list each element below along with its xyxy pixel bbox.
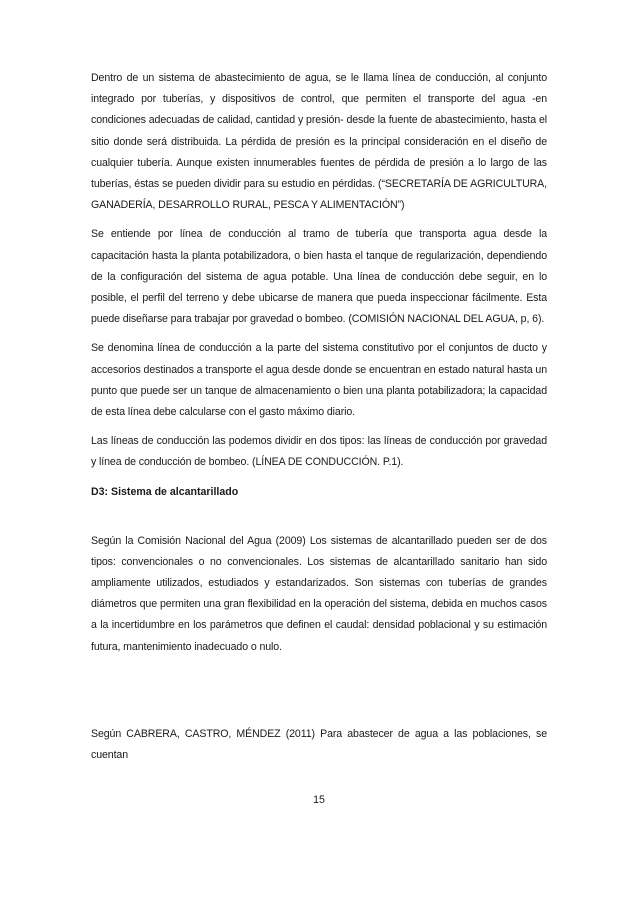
document-body [91, 68, 547, 774]
spacer [91, 666, 547, 724]
paragraph-tramo-tuberia: Se entiende por línea de conducción al tramo de tubería que transporta agua desde la capacitación hasta la planta potabilizadora, o bien hasta el tanque de regularización, dependiendo de la configuración del sistema de agua potable. Una línea de conducción debe seguir, en lo posible, el perfil del terreno y debe ubicarse de manera que pueda inspeccionar fácilmente. Esta puede diseñarse para trabajar por gravedad o bombeo. (COMISIÓN NACIONAL DEL AGUA, p, 6). [91, 228, 547, 326]
paragraph-linea-conduccion-definicion: Dentro de un sistema de abastecimiento de agua, se le llama línea de conducción, al conjunto integrado por tuberías, y dispositivos de control, que permiten el transporte del agua -en condiciones adecuadas de calidad, cantidad y presión- desde la fuente de abastecimiento, hasta el sitio donde será distribuida. La pérdida de presión es la principal consideración en el diseño de cualquier tubería. Aunque existen innumerables fuentes de pérdida de presión a lo largo de las tuberías, éstas se pueden dividir para su estudio en pérdidas. (“SECRETARÍA DE AGRICULTURA, GANADERÍA, DESARROLLO RURAL, PESCA Y ALIMENTACIÓN”) [91, 72, 547, 212]
section-heading: D3: Sistema de alcantarillado [91, 485, 239, 498]
paragraph-tipos-lineas: Las líneas de conducción las podemos dividir en dos tipos: las líneas de conducción por gravedad y línea de conducción de bombeo. (LÍNEA DE CONDUCCIÓN. P.1). [91, 435, 547, 469]
page-number: 15 [313, 794, 325, 806]
paragraph-alcantarillado: Según la Comisión Nacional del Agua (2009) Los sistemas de alcantarillado pueden ser de dos tipos: convencionales o no convencionales. Los sistemas de alcantarillado sanitario han sido ampliamente utilizados, estudiados y estandarizados. Son sistemas con tuberías de grandes diámetros que permiten una gran flexibilidad en la operación del sistema, debida en muchos casos a la incertidumbre en los parámetros que definen el caudal: densidad poblacional y su estimación futura, mantenimiento inadecuado o nulo. [91, 534, 547, 653]
paragraph-sistema-constitutivo: Se denomina línea de conducción a la parte del sistema constitutivo por el conjuntos de ducto y accesorios destinados a transporte el agua desde donde se encuentran en estado natural hasta un punto que puede ser un tanque de almacenamiento o bien una planta potabilizadora; la capacidad de esta línea debe calcularse con el gasto máximo diario. [91, 342, 547, 419]
paragraph-cabrera-castro-mendez: Según CABRERA, CASTRO, MÉNDEZ (2011) Para abastecer de agua a las poblaciones, se cuentan [91, 727, 547, 762]
